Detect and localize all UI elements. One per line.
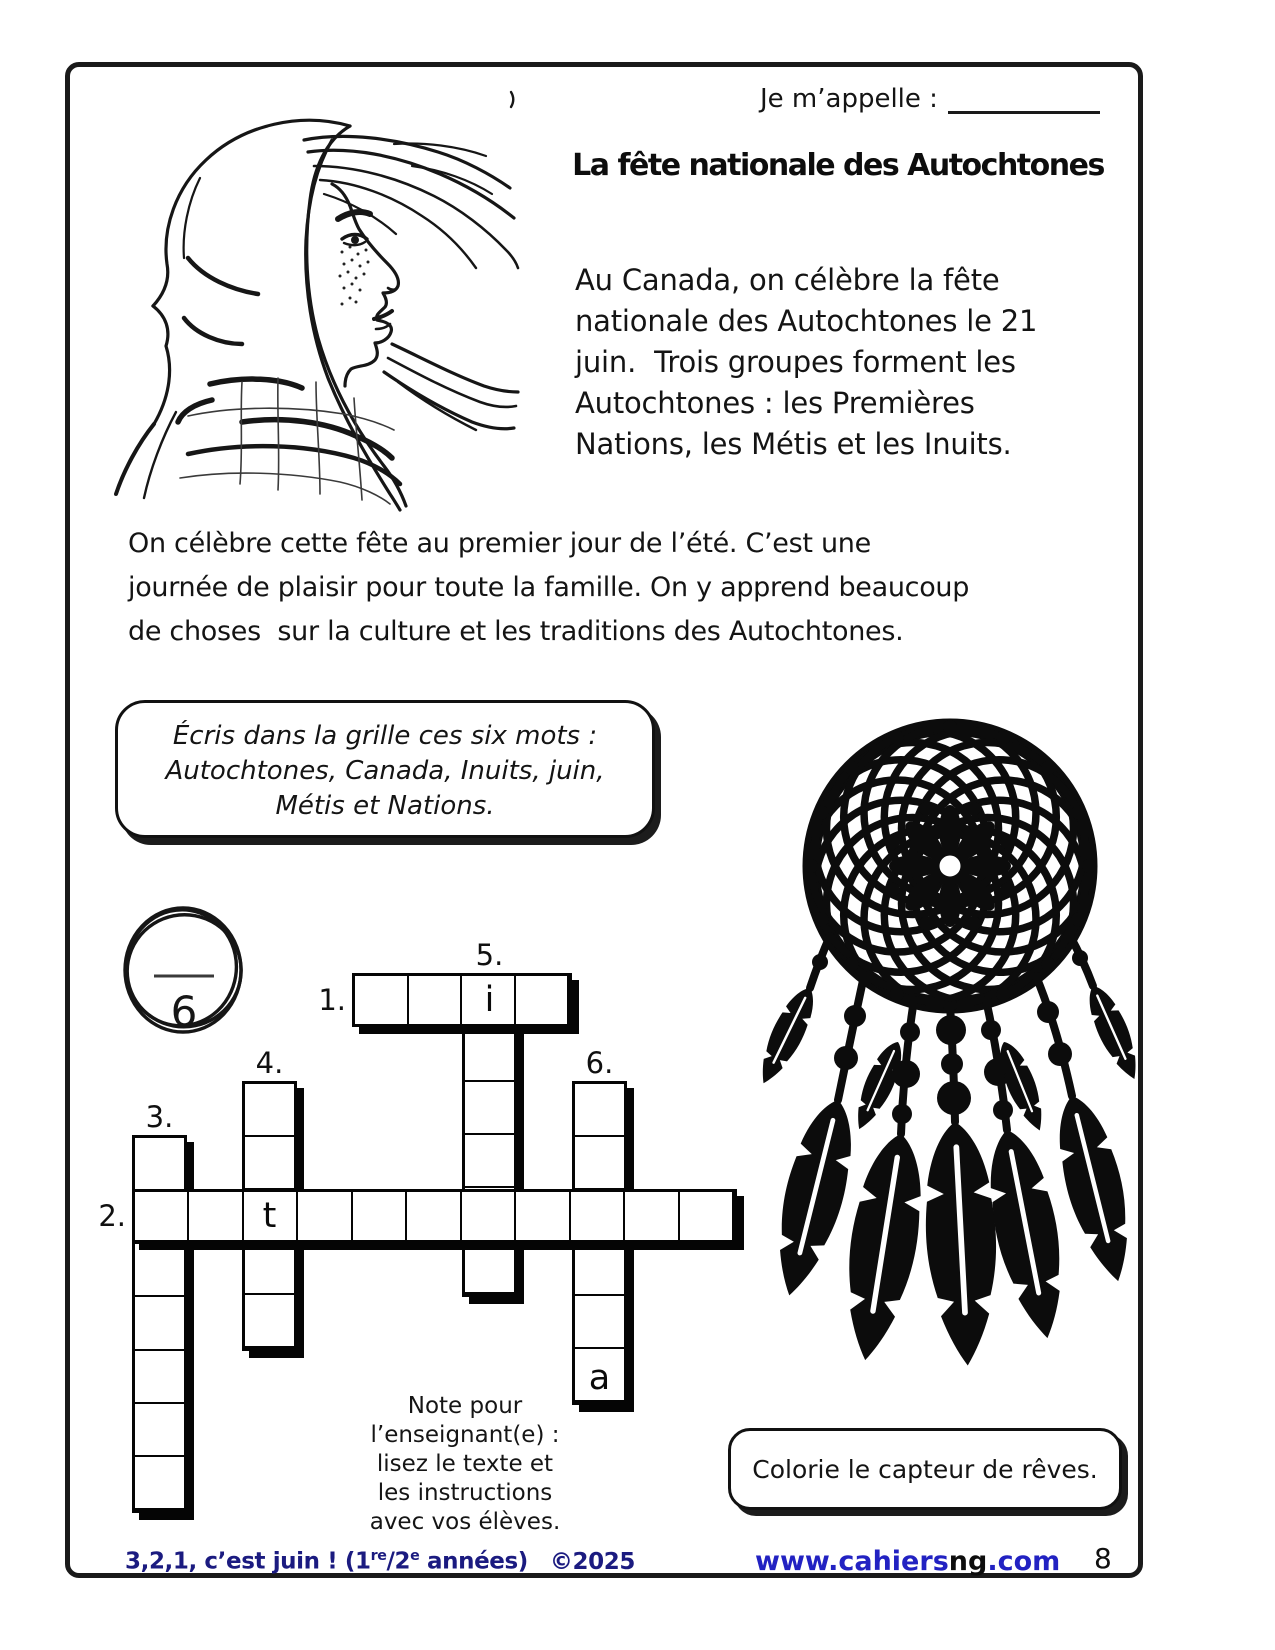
text-line: avec vos élèves. — [369, 1509, 561, 1535]
crossword-instruction-box — [115, 700, 655, 838]
text-line: les instructions — [377, 1480, 553, 1506]
footer-series-mid: /2 — [386, 1548, 411, 1575]
crossword-cell[interactable] — [245, 1084, 294, 1137]
crossword-cell[interactable] — [462, 1192, 516, 1240]
crossword-cell[interactable] — [135, 1192, 189, 1240]
text-line: Autochtones, Canada, Inuits, juin, — [165, 756, 605, 786]
crossword-cell[interactable] — [516, 976, 570, 1024]
footer-series-prefix: 3,2,1, c’est juin ! (1 — [125, 1548, 371, 1575]
crossword-prefilled-letter: i — [484, 980, 495, 1020]
crossword-clue-number: 3. — [145, 1100, 174, 1134]
text-line: nationale des Autochtones le 21 — [575, 304, 1038, 338]
crossword-cell[interactable] — [353, 1192, 407, 1240]
crossword-clue-number: 5. — [475, 938, 504, 972]
crossword-cell[interactable] — [135, 1138, 184, 1191]
crossword-clue-number: 1. — [318, 983, 346, 1017]
footer-series-suffix: années) — [419, 1548, 528, 1575]
crossword-cell[interactable] — [245, 1242, 294, 1295]
crossword-cell[interactable] — [465, 1029, 514, 1082]
crossword-cell[interactable] — [135, 1244, 184, 1297]
score-circle — [114, 890, 254, 1048]
text-line: lisez le texte et — [376, 1451, 554, 1477]
footer-series-title — [125, 1548, 635, 1575]
page-number: 8 — [1094, 1542, 1112, 1575]
crossword-clue-number: 6. — [585, 1046, 614, 1080]
crossword-cell[interactable] — [575, 1137, 624, 1190]
name-label: Je m’appelle : — [760, 84, 938, 114]
crossword-cell[interactable] — [575, 1296, 624, 1349]
crossword-cell[interactable] — [135, 1457, 184, 1510]
footer-superscript: re — [370, 1548, 387, 1564]
crossword-word-2 — [98, 1189, 737, 1243]
text-line: l’enseignant(e) : — [370, 1422, 560, 1448]
text-line: Écris dans la grille ces six mots : — [172, 721, 598, 751]
crossword-cell[interactable] — [135, 1297, 184, 1350]
text-line: Métis et Nations. — [275, 791, 495, 821]
name-row — [760, 84, 1100, 114]
crossword-cell[interactable] — [245, 1137, 294, 1190]
crossword-cell[interactable] — [298, 1192, 352, 1240]
page-title: La fête nationale des Autochtones — [572, 148, 1104, 183]
crossword-cell[interactable] — [135, 1404, 184, 1457]
crossword-cell[interactable] — [465, 1082, 514, 1135]
text-line: juin. Trois groupes forment les — [575, 345, 1016, 379]
crossword-cell[interactable] — [571, 1192, 625, 1240]
crossword-cell[interactable] — [465, 1241, 514, 1294]
crossword-cell[interactable] — [465, 1135, 514, 1188]
dreamcatcher-icon — [688, 686, 1144, 1446]
dreamcatcher-web — [804, 720, 1096, 1012]
text-line: Autochtones : les Premières — [575, 386, 975, 420]
crossword-cell[interactable] — [189, 1192, 243, 1240]
footer-website-part: ng — [948, 1546, 988, 1577]
crossword-cell[interactable] — [355, 976, 409, 1024]
crossword-clue-number: 4. — [255, 1046, 284, 1080]
crossword-cell[interactable] — [409, 976, 463, 1024]
crossword-cell[interactable] — [625, 1192, 679, 1240]
score-denominator: 6 — [170, 987, 198, 1036]
crossword-cell[interactable] — [407, 1192, 461, 1240]
text-line: On célèbre cette fête au premier jour de l’été. C’est une — [128, 528, 871, 559]
crossword-prefilled-letter: t — [262, 1196, 277, 1236]
footer-copyright: ©2025 — [549, 1548, 635, 1575]
text-line: journée de plaisir pour toute la famille. On y apprend beaucoup — [128, 572, 970, 603]
color-instruction-box — [728, 1428, 1122, 1510]
name-input-line[interactable] — [948, 85, 1100, 114]
footer-website — [755, 1546, 1060, 1577]
text-line: Nations, les Métis et les Inuits. — [575, 427, 1012, 461]
text-line: de choses sur la culture et les traditions des Autochtones. — [128, 616, 904, 647]
color-instruction-text: Colorie le capteur de rêves. — [752, 1455, 1098, 1484]
text-line: Note pour — [407, 1393, 523, 1419]
intro-paragraph — [575, 260, 1037, 465]
crossword-clue-number: 2. — [98, 1199, 126, 1233]
crossword-prefilled-letter: a — [588, 1358, 611, 1398]
body-paragraph — [128, 522, 969, 654]
crossword-cell[interactable] — [245, 1295, 294, 1348]
crossword-cell[interactable] — [575, 1084, 624, 1137]
footer-website-part: www.cahiers — [755, 1546, 949, 1577]
footer-website-part: .com — [987, 1546, 1061, 1577]
teacher-note — [290, 1392, 640, 1537]
hooded-woman-illustration-icon — [92, 82, 524, 512]
crossword-cell[interactable] — [135, 1351, 184, 1404]
crossword-cell[interactable] — [575, 1243, 624, 1296]
text-line: Au Canada, on célèbre la fête — [575, 263, 1000, 297]
crossword-cell[interactable] — [516, 1192, 570, 1240]
footer-superscript: e — [410, 1548, 420, 1564]
